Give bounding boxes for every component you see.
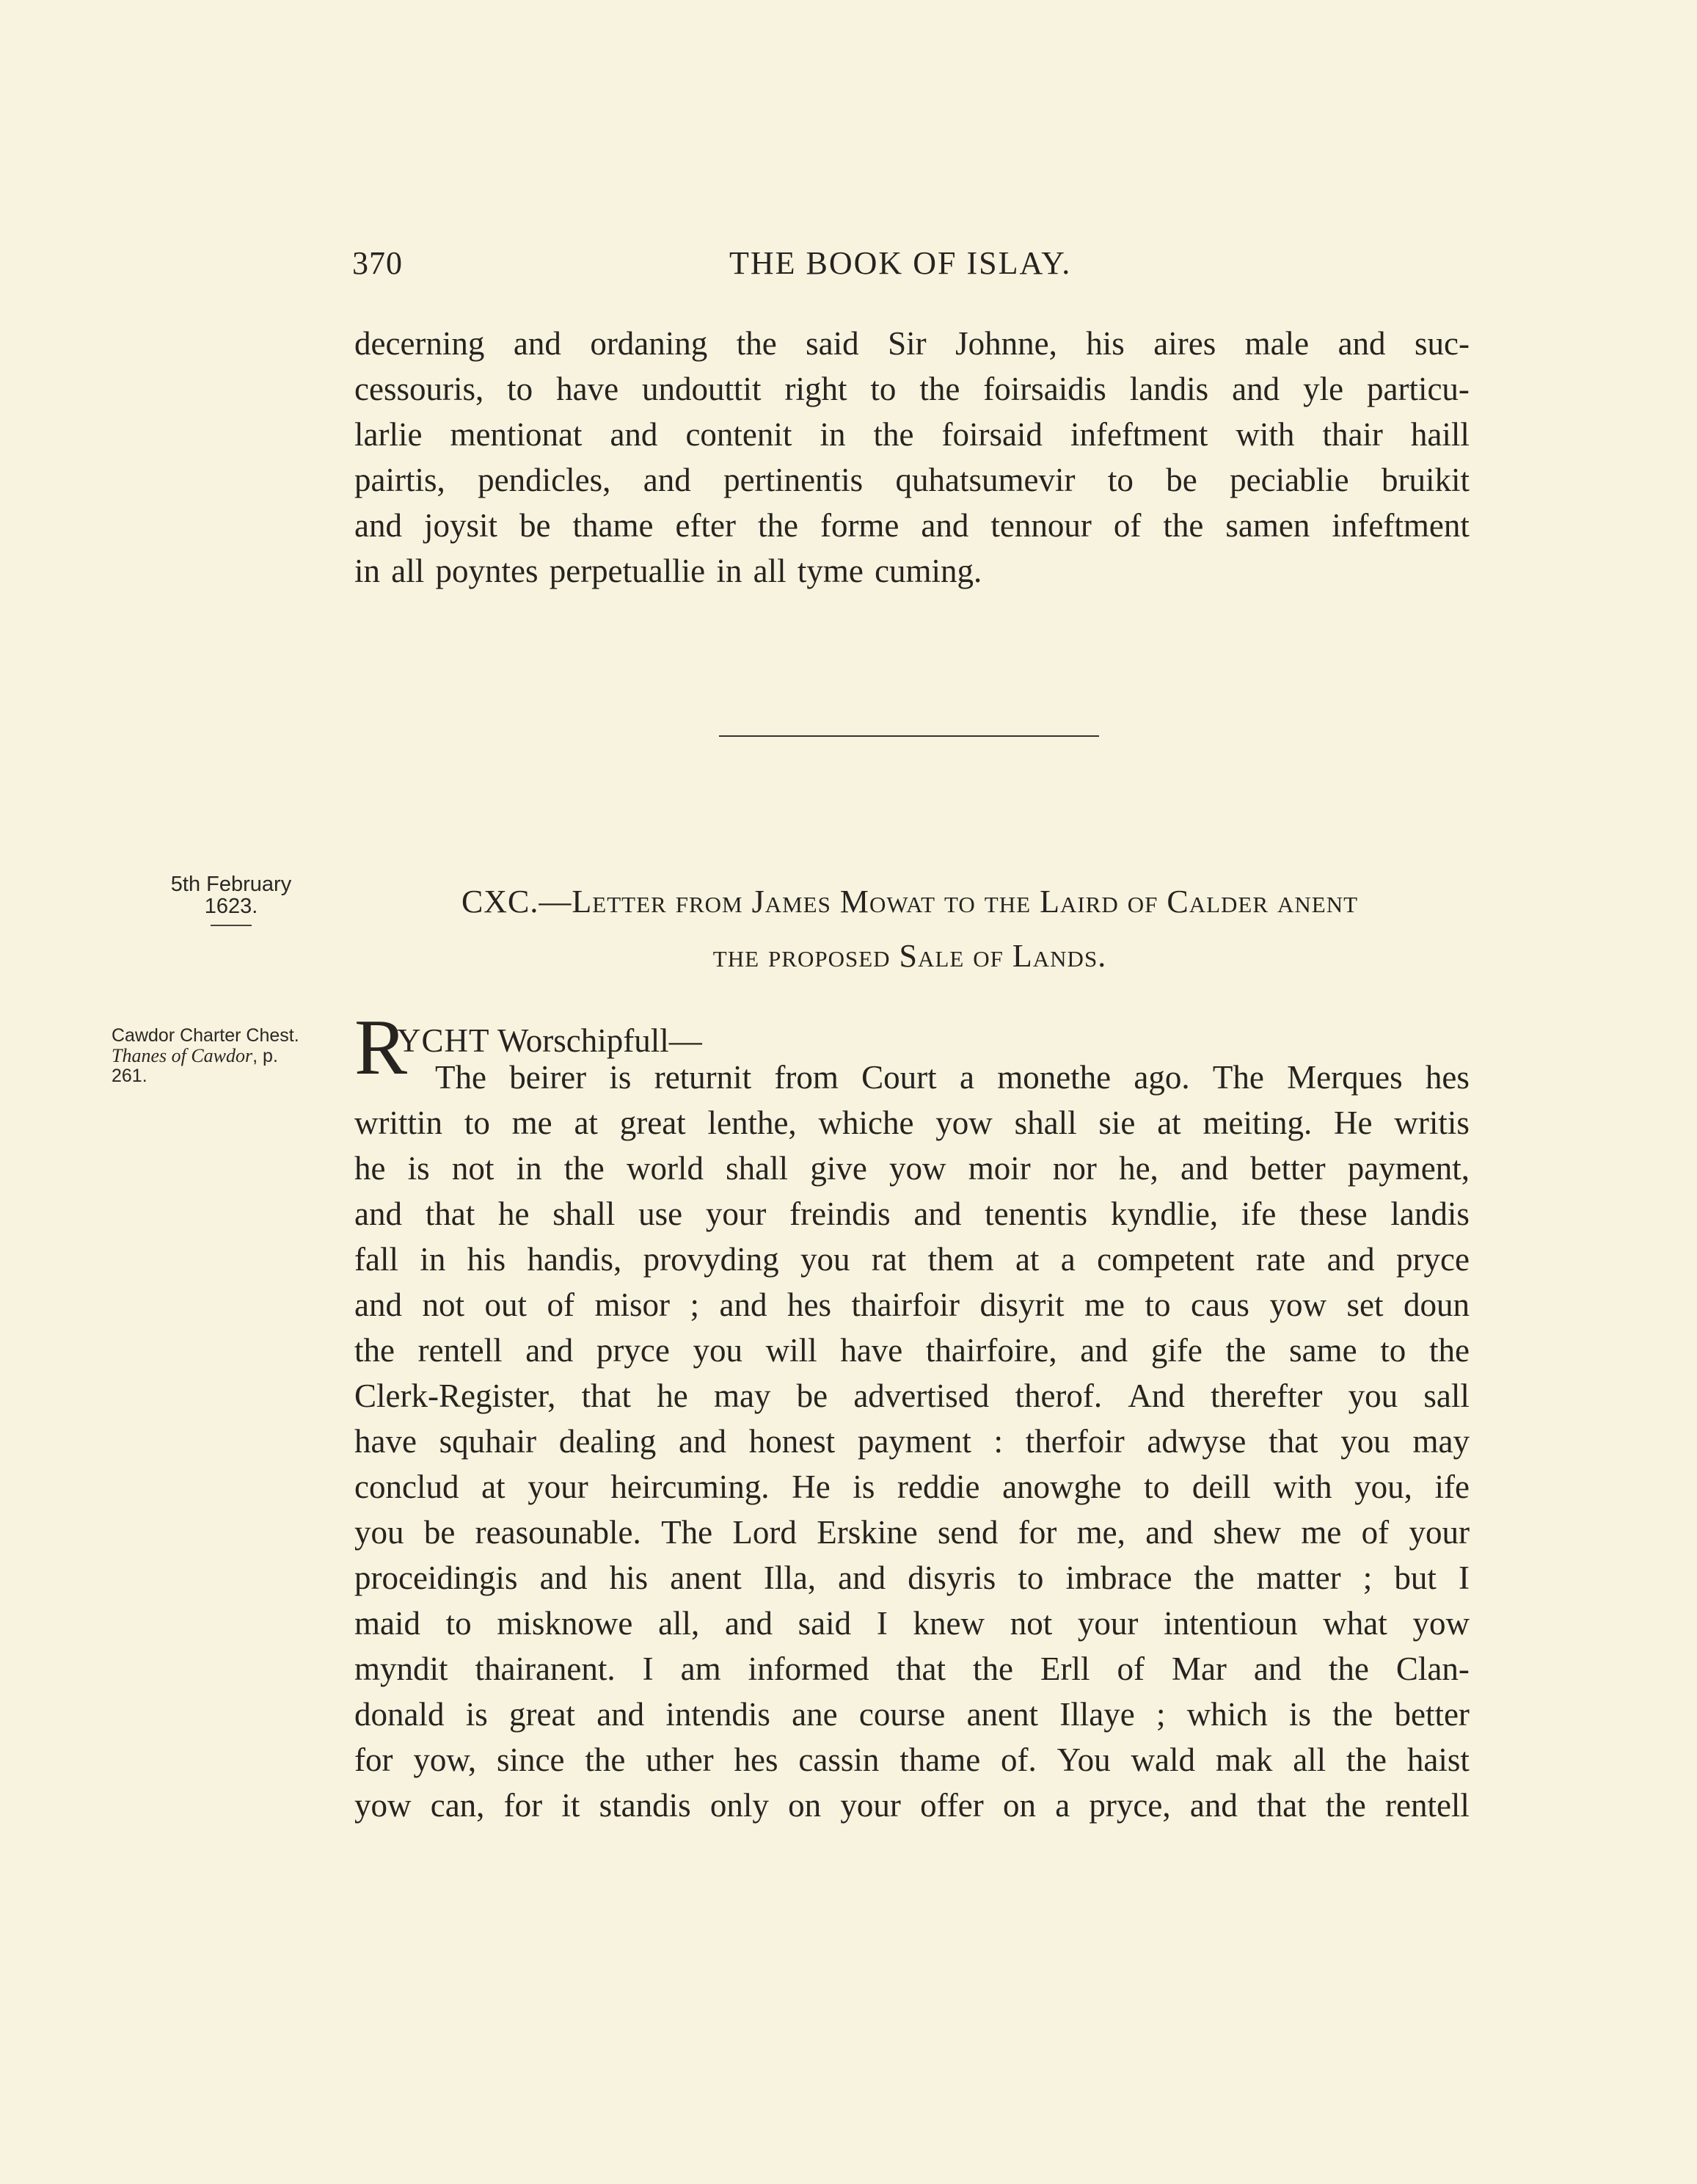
drop-cap: R — [354, 1004, 408, 1091]
letter-body — [354, 1100, 1470, 1828]
salutation-rest: Worschipfull— — [497, 1022, 702, 1059]
text-line: and not out of misor ; and hes thairfoir disyrit me to caus yow set doun — [354, 1286, 1470, 1323]
source-reference: Thanes of Cawdor — [112, 1045, 253, 1066]
text-line: he is not in the world shall give yow moir nor he, and better payment, — [354, 1150, 1470, 1187]
section-divider — [719, 735, 1099, 737]
text-line: cessouris, to have undouttit right to the foirsaidis landis and yle particu- — [354, 371, 1470, 407]
text-line: writtin to me at great lenthe, whiche yow shall sie at meiting. He writis — [354, 1104, 1470, 1141]
text-line: the rentell and pryce you will have thairfoire, and gife the same to the — [354, 1332, 1470, 1369]
running-title: THE BOOK OF ISLAY. — [729, 245, 1072, 281]
intro-paragraph — [354, 321, 1470, 594]
page-header — [352, 244, 1467, 288]
text-line: fall in his handis, provyding you rat them at a competent rate and pryce — [354, 1241, 1470, 1278]
text-line: you be reasounable. The Lord Erskine send for me, and shew me of your — [354, 1514, 1470, 1551]
date-year: 1623. — [204, 895, 258, 918]
text-line: in all poyntes perpetuallie in all tyme cuming. — [354, 553, 982, 589]
text-line: proceidingis and his anent Illa, and disyris to imbrace the matter ; but I — [354, 1559, 1470, 1596]
text-line: donald is great and intendis ane course anent Illaye ; which is the better — [354, 1696, 1470, 1733]
source-reference-tail: , p. — [252, 1046, 278, 1066]
margin-source-note — [112, 1026, 346, 1086]
heading-line-2: the proposed Sale of Lands. — [712, 938, 1107, 974]
source-line-3: 261. — [112, 1066, 147, 1086]
text-line: conclud at your heircuming. He is reddie anowghe to deill with you, ife — [354, 1468, 1470, 1505]
text-line: decerning and ordaning the said Sir Johnne, his aires male and suc- — [354, 325, 1470, 362]
heading-line-1: CXC.—Letter from James Mowat to the Laird of Calder anent — [461, 884, 1359, 920]
source-line-1: Cawdor Charter Chest. — [112, 1025, 299, 1046]
text-line: have squhair dealing and honest payment : therfoir adwyse that you may — [354, 1423, 1470, 1460]
date-day: 5th February — [170, 873, 292, 896]
margin-date — [147, 873, 315, 926]
salutation-caps: YCHT — [397, 1022, 490, 1059]
date-dash — [211, 925, 252, 926]
text-line: Clerk-Register, that he may be advertised therof. And therefter you sall — [354, 1377, 1470, 1414]
letter-first-line: The beirer is returnit from Court a monethe ago. The Merques hes — [435, 1059, 1470, 1096]
page-number: 370 — [352, 245, 403, 281]
text-line: yow can, for it standis only on your offer on a pryce, and that the rentell — [354, 1787, 1470, 1824]
text-line: and joysit be thame efter the forme and tennour of the samen infeftment — [354, 507, 1470, 544]
text-line: maid to misknowe all, and said I knew not your intentioun what yow — [354, 1605, 1470, 1642]
text-line: pairtis, pendicles, and pertinentis quhatsumevir to be peciablie bruikit — [354, 462, 1470, 498]
text-line: larlie mentionat and contenit in the foirsaid infeftment with thair haill — [354, 416, 1470, 453]
document-heading — [352, 875, 1467, 983]
source-line-2 — [112, 1046, 346, 1066]
text-line: myndit thairanent. I am informed that the Erll of Mar and the Clan- — [354, 1650, 1470, 1687]
text-line: for yow, since the uther hes cassin thame of. You wald mak all the haist — [354, 1741, 1470, 1778]
text-line: and that he shall use your freindis and tenentis kyndlie, ife these landis — [354, 1195, 1470, 1232]
